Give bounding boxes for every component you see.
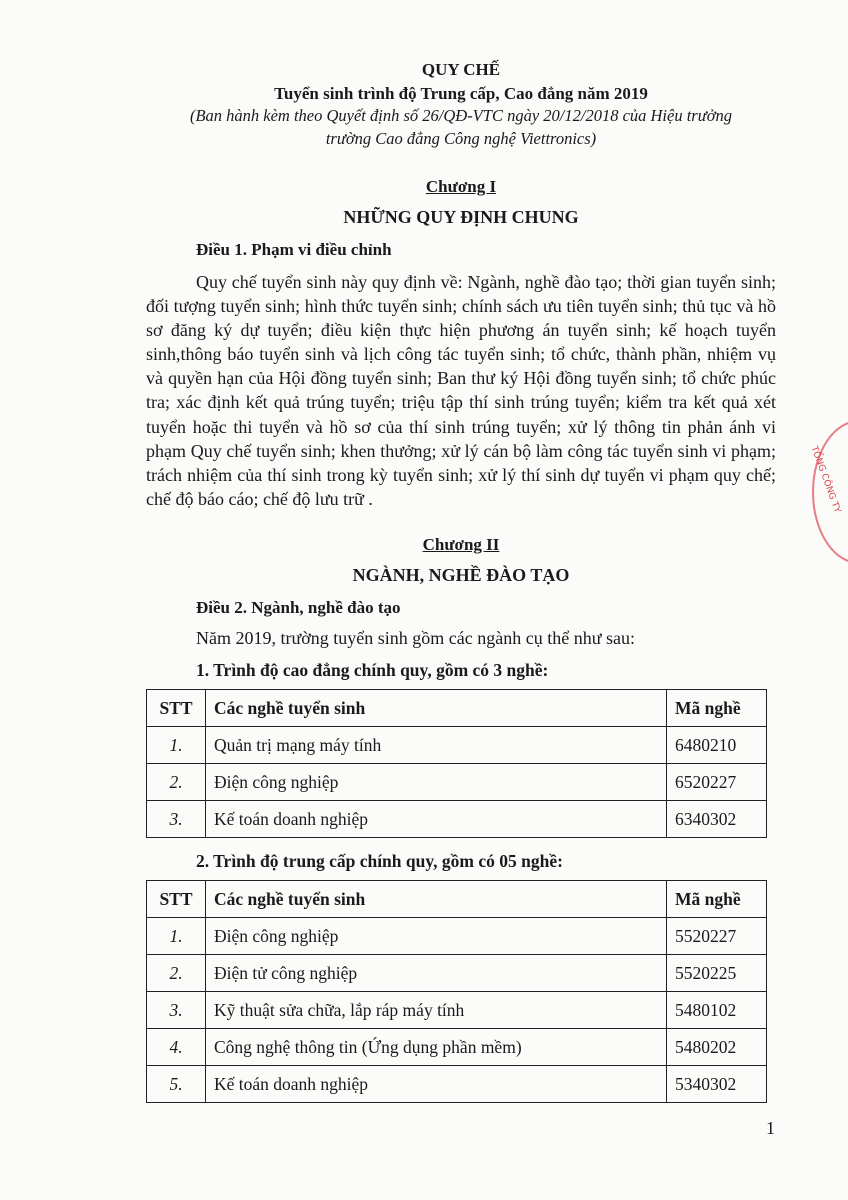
cell-code: 5520227 [667, 918, 767, 955]
table-row [147, 955, 767, 992]
chapter2-label: Chương II [422, 535, 500, 554]
document-title: QUY CHẾ [421, 60, 501, 79]
cell-name: Kế toán doanh nghiệp [206, 1066, 667, 1103]
article1-paragraph: Quy chế tuyển sinh này quy định về: Ngành, nghề đào tạo; thời gian tuyển sinh; đối tượng tuyển sinh; hình thức tuyển sinh; chính sách ưu tiên tuyển sinh; thủ tục và hồ sơ đăng ký dự tuyển; điều kiện thực hiện phương án tuyển sinh; kế hoạch tuyển sinh,thông báo tuyển sinh và lịch công tác tuyển sinh; tổ chức, thành phần, nhiệm vụ và quyền hạn của Hội đồng tuyển sinh; Ban thư ký Hội đồng tuyển sinh; tổ chức phúc tra; xác định kết quả trúng tuyển; triệu tập thí sinh trúng tuyển; kiểm tra kết quả xét tuyển hoặc thi tuyển và hồ sơ của thí sinh trúng tuyển; xử lý thông tin phản ánh vi phạm Quy chế tuyển sinh; khen thưởng; xử lý cán bộ làm công tác tuyển sinh vi phạm; trách nhiệm của thí sinh trong kỳ tuyển sinh; xử lý thí sinh dự tuyển vi phạm quy chế; chế độ báo cáo; chế độ lưu trữ . [146, 272, 776, 509]
cell-stt: 2. [147, 764, 206, 801]
intermediate-programs-table [146, 880, 767, 1103]
cell-code: 5480102 [667, 992, 767, 1029]
cell-name: Điện công nghiệp [206, 764, 667, 801]
issued-note-line1: (Ban hành kèm theo Quyết định số 26/QĐ-VTC ngày 20/12/2018 của Hiệu trưởng [189, 106, 733, 125]
cell-name: Điện công nghiệp [206, 918, 667, 955]
cell-code: 5340302 [667, 1066, 767, 1103]
cell-name: Điện tử công nghiệp [206, 955, 667, 992]
cell-name: Công nghệ thông tin (Ứng dụng phần mềm) [206, 1029, 667, 1066]
table-row [147, 1029, 767, 1066]
list1-heading: 1. Trình độ cao đẳng chính quy, gồm có 3 nghề: [196, 660, 549, 680]
chapter1-name: NHỮNG QUY ĐỊNH CHUNG [343, 207, 579, 227]
chapter2-name: NGÀNH, NGHỀ ĐÀO TẠO [352, 565, 570, 585]
cell-code: 6480210 [667, 727, 767, 764]
stamp-seal-text: TỔNG CÔNG TY [808, 445, 842, 515]
header-stt: STT [147, 690, 206, 727]
header-code: Mã nghề [667, 881, 767, 918]
table-row [147, 1066, 767, 1103]
table-row [147, 801, 767, 838]
college-programs-table [146, 689, 767, 838]
table-header-row [147, 881, 767, 918]
cell-stt: 5. [147, 1066, 206, 1103]
table-header-row [147, 690, 767, 727]
header-name: Các nghề tuyển sinh [206, 881, 667, 918]
chapter1-label: Chương I [425, 177, 497, 196]
article2-title: Điều 2. Ngành, nghề đào tạo [196, 598, 401, 617]
cell-stt: 4. [147, 1029, 206, 1066]
cell-code: 6340302 [667, 801, 767, 838]
header-code: Mã nghề [667, 690, 767, 727]
cell-stt: 3. [147, 992, 206, 1029]
cell-stt: 3. [147, 801, 206, 838]
table-row [147, 918, 767, 955]
cell-code: 5480202 [667, 1029, 767, 1066]
document-subtitle: Tuyển sinh trình độ Trung cấp, Cao đẳng năm 2019 [274, 84, 648, 103]
table-row [147, 727, 767, 764]
table-row [147, 992, 767, 1029]
cell-name: Kế toán doanh nghiệp [206, 801, 667, 838]
header-name: Các nghề tuyển sinh [206, 690, 667, 727]
cell-code: 5520225 [667, 955, 767, 992]
cell-name: Quản trị mạng máy tính [206, 727, 667, 764]
cell-stt: 2. [147, 955, 206, 992]
cell-stt: 1. [147, 918, 206, 955]
cell-name: Kỹ thuật sửa chữa, lắp ráp máy tính [206, 992, 667, 1029]
header-stt: STT [147, 881, 206, 918]
list2-heading: 2. Trình độ trung cấp chính quy, gồm có 05 nghề: [196, 851, 563, 871]
article1-title: Điều 1. Phạm vi điều chỉnh [196, 240, 392, 259]
page-number: 1 [766, 1118, 775, 1138]
article2-intro: Năm 2019, trường tuyển sinh gồm các ngành cụ thể như sau: [196, 628, 635, 648]
issued-note-line2: trường Cao đẳng Công nghệ Viettronics) [325, 129, 597, 148]
cell-stt: 1. [147, 727, 206, 764]
cell-code: 6520227 [667, 764, 767, 801]
table-row [147, 764, 767, 801]
